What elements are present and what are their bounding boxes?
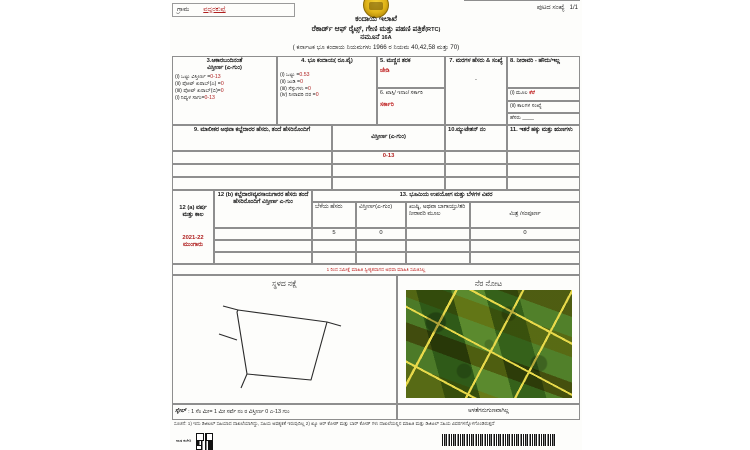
col8-row-0-label: (i) ಮೂಲ — [510, 90, 528, 96]
col3-cell — [172, 56, 277, 125]
col5-title: 5. ಮಣ್ಣಿನ ತರಕ — [380, 58, 411, 64]
header-form-number: 16A — [381, 35, 392, 41]
col5-value: ಜೇಡಿ — [380, 68, 390, 75]
barcode-icon — [442, 434, 556, 446]
col4-cell — [277, 56, 377, 125]
col13-title: 13. ಭೂಮಿಯ ಉಪಯೋಗ ಮತ್ತು ಬೆಳಗಳ ವಿವರ — [399, 192, 493, 199]
col8-title: 8. ನೀರಾವರಿ - ಹೌದು/ಇಲ್ಲ — [510, 58, 560, 64]
col3-row-2-value: 0 — [220, 87, 224, 94]
col9b-title: ವಿಸ್ತೀರ್ಣ (ಎ-ಗುಂ) — [371, 134, 406, 141]
header-rule — [464, 0, 580, 2]
col4-row-1-label: (ii) ಜುಡಿ = — [280, 78, 301, 85]
col13-group-header — [312, 190, 580, 202]
col8-cell — [507, 56, 580, 88]
col13-row-2-crop — [312, 252, 356, 264]
col7-value: - — [475, 77, 477, 84]
col12b-row-0 — [214, 228, 312, 240]
col11-title: 11. ಇತರೆ ಹಕ್ಕು ಮತ್ತು ಋಣಗಳು — [510, 127, 573, 133]
sketch-panel — [172, 275, 397, 404]
map-panel-title: ನೆರ ನೋಟ — [474, 279, 503, 288]
header-title-text: ರೆಕಾರ್ಡ್ ಆಫ್ ರೈಟ್ಸ್, ಗೇಣಿ ಮತ್ತು ಪಹಣಿ ಪತ್ರಿಕೆ — [311, 24, 426, 33]
col11-row-1 — [507, 164, 580, 177]
col13-row-0-source — [406, 228, 470, 240]
col9b-row-1 — [332, 164, 445, 177]
col8-row-1-label: (ii) ಕಾಲಗಳ ಸಂಖ್ಯೆ — [510, 103, 542, 109]
col13-header-1: ವಿಸ್ತೀರ್ಣ(ಎ-ಗುಂ) — [356, 202, 406, 228]
col4-row-0 — [280, 72, 374, 79]
col4-row-1-value: 0 — [300, 78, 303, 85]
rtc-document-sheet — [170, 0, 582, 450]
col3-title: 3.ಆಕಾರಬಂದಿನಂತೆ — [206, 58, 243, 64]
village-label: ಗ್ರಾಮ — [177, 6, 190, 13]
col4-row-3-label: (iv) ನೀರಾವರಿ ದರ = — [280, 92, 316, 99]
col7-title: 7. ಮರಗಳ ಹೆಸರು & ಸಂಖ್ಯೆ — [449, 58, 503, 64]
col10-header — [445, 125, 507, 151]
page-number-label: ಪುಟದ ಸಂಖ್ಯೆ — [536, 4, 565, 11]
col13-row-1-mixed — [470, 240, 580, 252]
document-header — [170, 0, 582, 56]
col12b-header — [214, 190, 312, 228]
col8-row-2 — [507, 113, 580, 125]
col12b-row-2 — [214, 252, 312, 264]
col4-row-0-value: 0.53 — [299, 72, 310, 79]
col4-row-0-label: (i) ಒಟ್ಟು = — [280, 72, 300, 79]
col13-header-0: ಬೆಳೆಯ ಹೆಸರು — [312, 202, 356, 228]
col3-row-0 — [175, 74, 274, 81]
satellite-cadastral-map-image — [406, 290, 572, 398]
col6-label: 6. ಖಾಸ್ಗಿ/ ಇನಾಂ/ ಸರ್ಕಾರಿ — [380, 90, 423, 96]
col12b-title: 12 (b) ಕಬ್ಜೆದಾರ/ವ್ಯವಸಾಯಗಾರರ ಹೆಸರು ತಂದೆ ಹೆಸರಿನೊಂದಿಗೆ ವಿಸ್ತೀರ್ಣ ಎ-ಗುಂ — [217, 192, 309, 206]
map-texture-overlay — [406, 290, 572, 398]
qr-code-icon — [196, 433, 213, 450]
col11-row-2 — [507, 177, 580, 190]
no-measurement-note-text: ಅಳತೆಗನುಗುಣವಾಗಿಲ್ಲ — [468, 408, 509, 415]
col3-row-0-value: 0-13 — [210, 74, 221, 81]
col3-row-3-label: (i) ನಿವ್ವಳ ಸಾಗು= — [175, 94, 205, 101]
col13-row-2-source — [406, 252, 470, 264]
page-number — [537, 4, 578, 12]
notice-band — [172, 264, 580, 275]
col6-cell — [377, 88, 445, 125]
col3-row-2 — [175, 88, 274, 95]
col3-row-1-label: (ii) ಪೋಟ್ ಖರಾಬ್(ಎ) = — [175, 81, 221, 88]
col9-title: 9. ಮಾಲೀಕರ ಅಥವಾ ಕಬ್ಜೆದಾರರ ಹೆಸರು, ತಂದೆ ಹೆಸರಿನೊಂದಿಗೆ — [193, 127, 311, 133]
col4-title: 4. ಭೂ ಕಂದಾಯ( ರೂ.ಪೈ) — [301, 58, 353, 64]
col9b-row-0 — [332, 151, 445, 164]
col8-row-1 — [507, 101, 580, 113]
col6-value: ಸರ್ಕಾರಿ — [380, 101, 394, 108]
scale-note-text: : 1 ಸೆಂ ಮೀ= 1 ಮೀ ಸರ್ವೆ ನಂ ರ ವಿಸ್ತೀರ್ಣ 0 ಎ-13 ಗುಂ — [188, 408, 290, 415]
footer-disclaimer: ಸೂಚನೆ: 1) ಇದು ಡಿಜಿಟಲ್ ಸಹಿಯಾದ ದಾಖಲೆಯಾಗಿದ್ದು, ಸಹಿಯ ಅವಶ್ಯಕತೆ ಇರುವುದಿಲ್ಲ 2) ಖ್ಯೂ ಆರ್ ಕೋಡ್ ಮತ್ತು ಬಾರ್ ಕೋಡ್ ಗಳು ದಾಖಲೆಯಲ್ಲಿನ ಮಾಹಿತಿ ಮತ್ತು ಡಿಜಿಟಲ್ ಸಹಿಯ ವಿವರಗಳನ್ನೊಳಗೊಂಡಿರುತ್ತದೆ — [174, 421, 495, 426]
village-name: ವದ್ದರಕುಪ್ಪೆ — [203, 6, 226, 13]
col4-row-2-value: 0 — [307, 85, 311, 92]
col13-row-1-crop — [312, 240, 356, 252]
col10-row-0 — [445, 151, 507, 164]
col7-cell — [445, 56, 507, 125]
col3-row-3-value: 0-13 — [204, 94, 215, 101]
col8-row-0-value: ಕೆರೆ — [529, 90, 535, 96]
col3-row-3 — [175, 95, 274, 102]
col11-row-0 — [507, 151, 580, 164]
col3-row-0-label: (i) ಒಟ್ಟು ವಿಸ್ತೀರ್ಣ = — [175, 74, 211, 81]
map-panel — [397, 275, 580, 404]
col3-row-2-label: (iii) ಪೋಟ್ ಖರಾಬ್(ಬಿ)= — [175, 87, 221, 94]
col4-row-2 — [280, 86, 374, 93]
header-act-reference: ( ಕರ್ನಾಟಕ ಭೂ ಕಂದಾಯ ನಿಯಮಗಳು 1966 ರ ನಿಯಮ 40,42,58 ಮತ್ತು 70) — [292, 44, 460, 51]
col3-row-1-value: 0 — [220, 81, 224, 88]
col12b-row-1 — [214, 240, 312, 252]
col13-row-0-area: 0 — [356, 228, 406, 240]
col9b-row-0-value: 0-13 — [382, 153, 395, 159]
col13-header-3: ಮಿಶ್ರ /ಸಂಪೂರ್ಣ — [470, 202, 580, 228]
col9-row-2 — [172, 177, 332, 190]
col10-row-1 — [445, 164, 507, 177]
signature-text: ನಾಡ ಕಚೇರಿ — [176, 438, 192, 443]
col13-row-1-area — [356, 240, 406, 252]
header-form-label: ನಮೂನೆ — [360, 34, 380, 41]
qr-finder-bottom-left — [196, 445, 202, 450]
col13-row-2-mixed — [470, 252, 580, 264]
col3-subtitle: ವಿಸ್ತೀರ್ಣ (ಎ-ಗುಂ) — [207, 65, 242, 72]
col12a-title: 12 (a) ವರ್ಷ ಮತ್ತು ಕಾಲ — [179, 204, 207, 218]
col10-row-2 — [445, 177, 507, 190]
col9-row-1 — [172, 164, 332, 177]
col10-title: 10.ಮ್ಯುಟೇಶನ್ ನಂ — [448, 127, 486, 133]
header-title-abbr: (RTC) — [425, 27, 441, 33]
scale-note-cell — [172, 404, 397, 420]
col11-header — [507, 125, 580, 151]
col13-header-2: ಖುಷ್ಕಿ, ಅಥವಾ ಬಾಗಾಯ್ತು/ತರಿ ನೀರಾವರಿ ಮೂಲ — [406, 202, 470, 228]
col4-row-3 — [280, 92, 374, 99]
col8-row-2-label: ಹೆಸರು ____ — [510, 115, 534, 121]
scale-note-label: ಸ್ಕೇಲ್ — [175, 408, 187, 415]
survey-plot-polygon-icon — [175, 288, 397, 400]
col5-cell — [377, 56, 445, 88]
col9b-header — [332, 125, 445, 151]
record-table — [172, 56, 580, 450]
header-title — [170, 24, 582, 34]
col9b-row-2 — [332, 177, 445, 190]
header-form — [170, 34, 582, 42]
col12a-cell — [172, 190, 214, 264]
page-number-value: 1/1 — [569, 5, 578, 11]
col13-row-1-source — [406, 240, 470, 252]
header-department: ಕಂದಾಯ ಇಲಾಖೆ — [355, 14, 397, 23]
col8-row-0 — [507, 88, 580, 101]
col12a-value: 2021-22 ಮುಂಗಾರು — [182, 235, 204, 249]
col13-row-0-mixed: 0 — [470, 228, 580, 240]
col3-row-1 — [175, 81, 274, 88]
col4-row-2-label: (iii) ಸೆಸ್ಸುಗಳು = — [280, 85, 308, 92]
col4-row-3-value: 0 — [315, 92, 319, 99]
col13-row-2-area — [356, 252, 406, 264]
col9-header — [172, 125, 332, 151]
col13-row-0-crop: 5 — [312, 228, 356, 240]
notice-band-text: 1 ರಿಂದ ಸಮೀಕ್ಷೆ ಮಾಹಿತಿ ಸ್ವೀಕೃತವಾಗದ ಅಥವಾ ಮಾಹಿತಿ ಸಮಿತಿಸಿಲ್ಲ — [326, 266, 426, 272]
no-measurement-note-cell — [397, 404, 580, 420]
col4-row-1 — [280, 79, 374, 86]
sketch-panel-title: ಸ್ಥಳದ ನಕ್ಷೆ — [271, 279, 298, 288]
col9-row-0 — [172, 151, 332, 164]
